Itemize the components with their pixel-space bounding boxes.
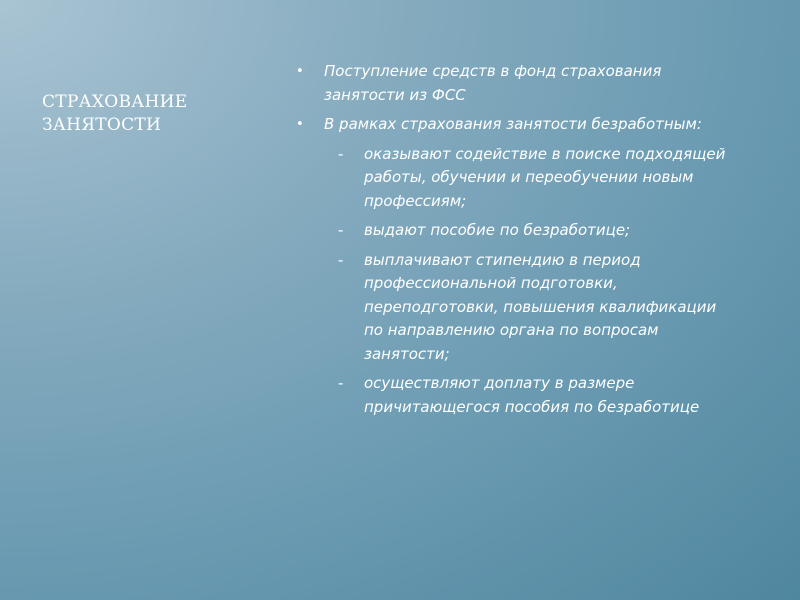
bullet-marker: • [296,117,304,132]
dash-marker: - [338,144,344,163]
dash-marker: - [338,250,344,269]
bullet-marker: • [296,64,304,79]
sub-item-text: выдают пособие по безработице; [364,221,631,239]
bullet-list [296,60,726,419]
bullet-text: В рамках страхования занятости безработным: [324,115,702,133]
sub-list [324,143,726,420]
sub-item [296,249,726,367]
bullet-text: Поступление средств в фонд страхования занятости из ФСС [324,62,662,104]
sub-item-text: выплачивают стипендию в период профессиональной подготовки, переподготовки, повышения квалификации по направлению органа по вопросам занятости; [364,250,717,363]
dash-marker: - [338,374,344,392]
bullet-item [296,113,726,419]
sub-item-text: осуществляют доплату в размере причитающегося пособия по безработице [364,374,700,416]
slide-title: СТРАХОВАНИЕ ЗАНЯТОСТИ [42,92,188,135]
sub-item [296,372,726,419]
bullet-item [296,60,726,107]
slide-content [296,60,726,425]
sub-item-text: оказывают содействие в поиске подходящей работы, обучении и переобучении новым профессиям; [364,144,726,210]
sub-item [296,219,726,243]
sub-item [296,143,726,214]
dash-marker: - [338,221,344,239]
